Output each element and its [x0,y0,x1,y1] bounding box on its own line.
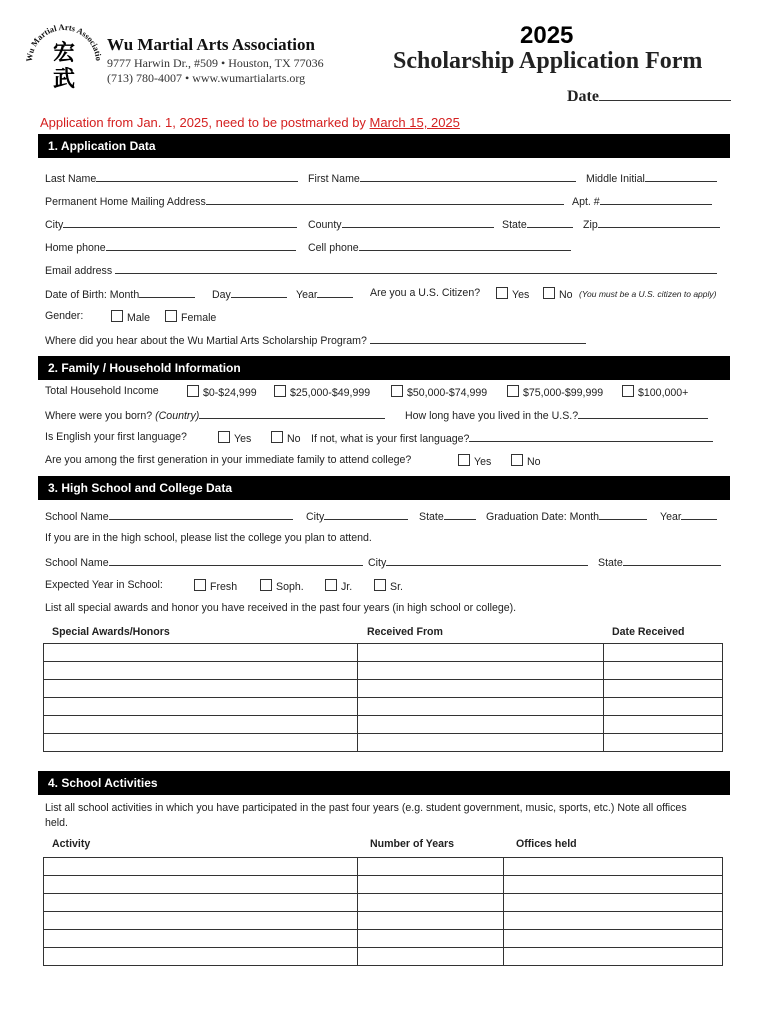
income-option-3-checkbox[interactable]: $50,000-$74,999 [391,385,487,399]
college-note: If you are in the high school, please list the college you plan to attend. [45,532,372,544]
association-logo [22,18,106,94]
citizen-yes-checkbox[interactable]: Yes [496,287,529,301]
col-date-header: Date Received [612,626,685,638]
mailing-address-field[interactable]: Permanent Home Mailing Address [45,194,564,208]
table-row [44,876,723,894]
table-row [44,644,723,662]
section-2-header: 2. Family / Household Information [38,356,730,380]
date-label: Date [567,88,599,105]
org-contact: (713) 780-4007 • www.wumartialarts.org [107,71,306,85]
logo-ring-text: Wu Martial Arts Associatio [23,21,105,63]
col-awards-header: Special Awards/Honors [52,626,170,638]
col-activity-header: Activity [52,838,91,850]
table-row [44,894,723,912]
school-city-field[interactable]: City [306,509,408,523]
section-4-header: 4. School Activities [38,771,730,795]
first-gen-no-checkbox[interactable]: No [511,454,541,468]
section-1-header: 1. Application Data [38,134,730,158]
middle-initial-field[interactable]: Middle Initial [586,171,717,185]
awards-note: List all special awards and honor you have received in the past four years (in high school or college). [45,602,517,614]
year-soph-checkbox[interactable]: Soph. [260,579,304,593]
grad-month-field[interactable]: Graduation Date: Month [486,509,647,523]
table-row [44,858,723,876]
table-row [44,698,723,716]
college-name-field[interactable]: School Name [45,555,363,569]
table-row [44,930,723,948]
section-3-header: 3. High School and College Data [38,476,730,500]
table-row [44,734,723,752]
col-years-header: Number of Years [370,838,454,850]
form-year: 2025 [520,22,574,49]
logo-glyph-bottom: 武 [52,67,76,92]
years-in-us-field[interactable]: How long have you lived in the U.S.? [405,408,708,422]
birth-country-field[interactable]: Where were you born? (Country) [45,408,385,422]
gender-female-checkbox[interactable]: Female [165,310,216,324]
org-address: 9777 Harwin Dr., #509 • Houston, TX 77036 [107,56,324,70]
table-row [44,948,723,966]
gender-male-checkbox[interactable]: Male [111,310,150,324]
table-row [44,680,723,698]
college-city-field[interactable]: City [368,555,588,569]
city-field[interactable]: City [45,217,297,231]
deadline-notice-prefix: Application from Jan. 1, 2025, need to be postmarked by [40,115,370,130]
table-row [44,716,723,734]
english-no-checkbox[interactable]: No [271,431,301,445]
date-field[interactable] [567,88,731,106]
income-option-1-checkbox[interactable]: $0-$24,999 [187,385,257,399]
first-gen-yes-checkbox[interactable]: Yes [458,454,491,468]
dob-day-field[interactable]: Day [212,287,287,301]
dob-year-field[interactable]: Year [296,287,353,301]
gender-label: Gender: [45,310,84,322]
first-gen-question: Are you among the first generation in your immediate family to attend college? [45,454,412,466]
county-field[interactable]: County [308,217,494,231]
year-jr-checkbox[interactable]: Jr. [325,579,352,593]
deadline-notice [40,115,460,130]
apt-field[interactable]: Apt. # [572,194,712,208]
state-field[interactable]: State [502,217,573,231]
col-received-header: Received From [367,626,443,638]
income-option-5-checkbox[interactable]: $100,000+ [622,385,688,399]
logo-glyph-top: 宏 [52,41,76,66]
year-sr-checkbox[interactable]: Sr. [374,579,403,593]
first-language-field[interactable]: If not, what is your first language? [311,431,713,445]
last-name-field[interactable]: Last Name [45,171,298,185]
grad-year-field[interactable]: Year [660,509,717,523]
expected-year-label: Expected Year in School: [45,579,163,591]
citizen-no-checkbox[interactable]: No [543,287,573,301]
deadline-date: March 15, 2025 [369,115,460,130]
school-state-field[interactable]: State [419,509,476,523]
citizen-note: (You must be a U.S. citizen to apply) [579,289,717,299]
income-label: Total Household Income [45,385,159,397]
year-fresh-checkbox[interactable]: Fresh [194,579,237,593]
org-name: Wu Martial Arts Association [107,35,315,54]
activities-table [43,857,723,966]
awards-table [43,643,723,752]
english-question: Is English your first language? [45,431,187,443]
hear-about-field[interactable]: Where did you hear about the Wu Martial Arts Scholarship Program? [45,333,586,347]
col-offices-header: Offices held [516,838,577,850]
table-row [44,912,723,930]
dob-month-field[interactable]: Date of Birth: Month [45,287,195,301]
cell-phone-field[interactable]: Cell phone [308,240,571,254]
home-phone-field[interactable]: Home phone [45,240,296,254]
citizen-question: Are you a U.S. Citizen? [370,287,481,299]
college-state-field[interactable]: State [598,555,721,569]
english-yes-checkbox[interactable]: Yes [218,431,251,445]
form-title: Scholarship Application Form [393,48,703,74]
activities-note: List all school activities in which you have participated in the past four years (e.g. student government, music, sports, etc.) Note all offices held. [45,802,687,829]
first-name-field[interactable]: First Name [308,171,576,185]
income-option-2-checkbox[interactable]: $25,000-$49,999 [274,385,370,399]
school-name-field[interactable]: School Name [45,509,293,523]
table-row [44,662,723,680]
income-option-4-checkbox[interactable]: $75,000-$99,999 [507,385,603,399]
zip-field[interactable]: Zip [583,217,720,231]
email-field[interactable]: Email address [45,263,717,277]
